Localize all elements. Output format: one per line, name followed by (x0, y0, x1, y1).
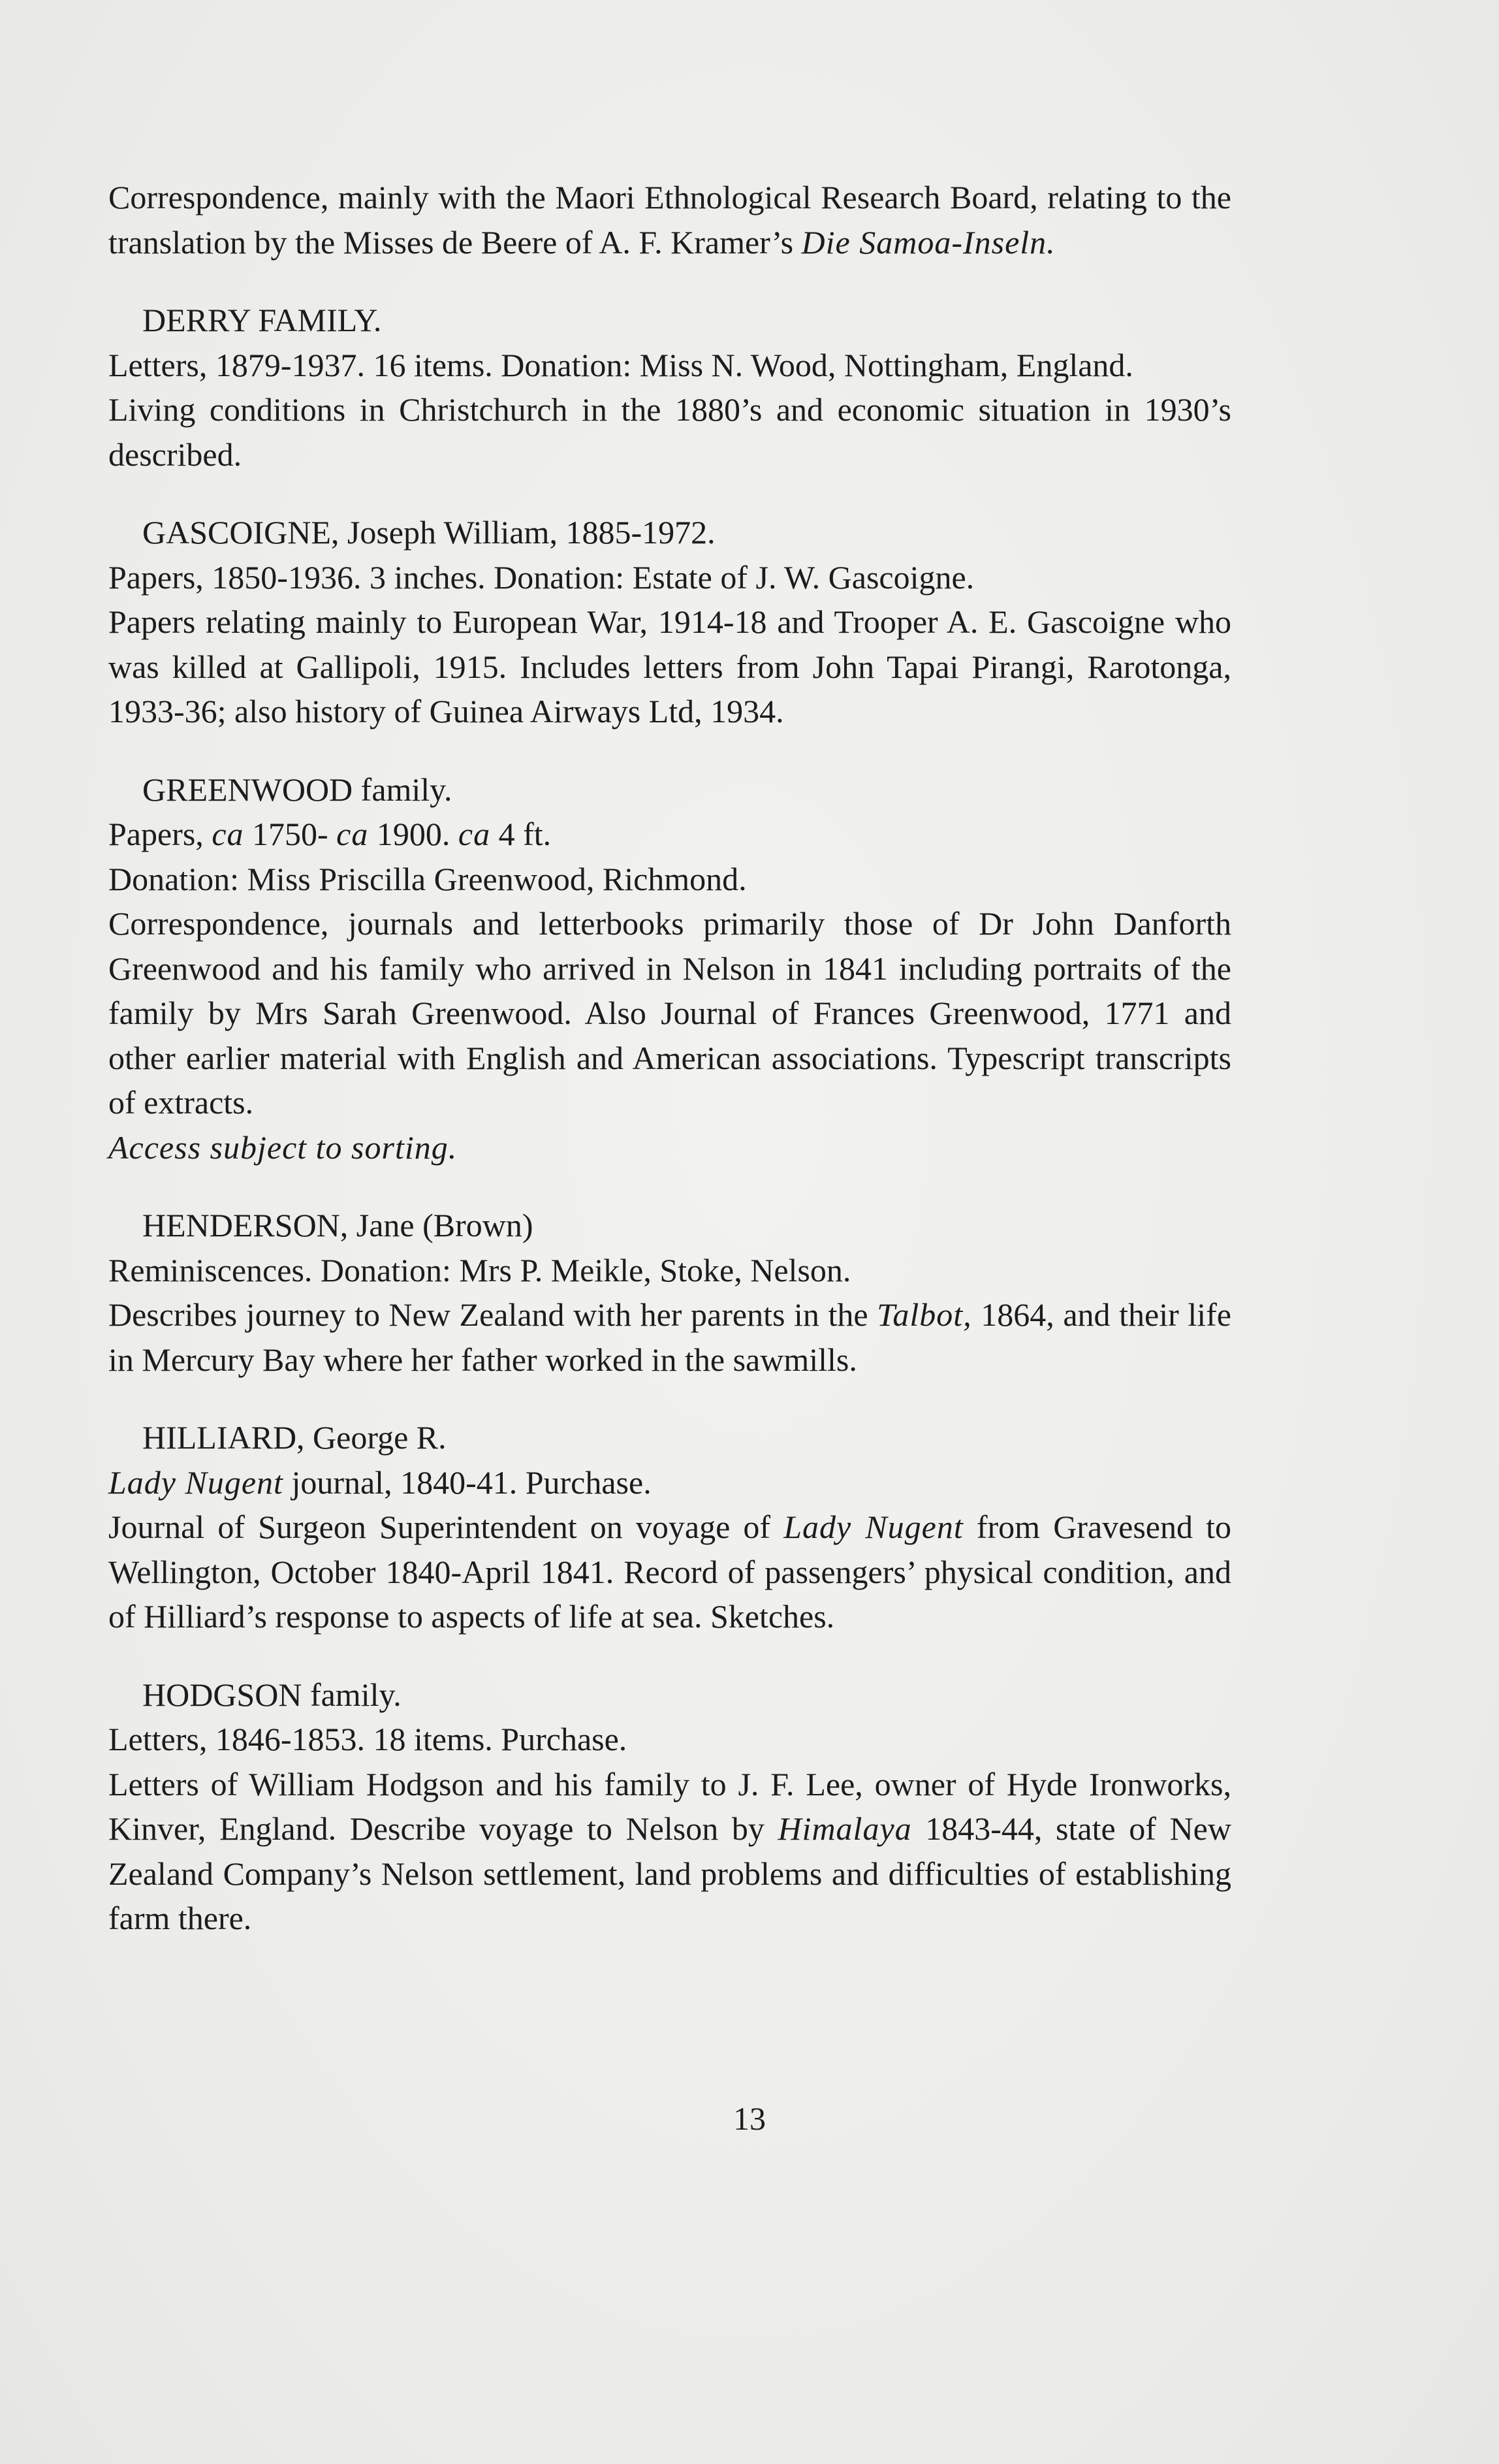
entry-continued (108, 175, 1231, 264)
entry-gascoigne (108, 510, 1231, 734)
page-content (108, 175, 1231, 1941)
entry-description: Letters of William Hodgson and his family to J. F. Lee, owner of Hyde Ironworks, Kinver, England. Describe voyage to Nelson by Himalaya 1843-44, state of New Zealand Company’s Nelson settlement, land problems and difficulties of establishing farm there. (108, 1765, 1231, 1936)
entry-heading: GASCOIGNE, Joseph William, 1885-1972. (142, 514, 716, 551)
ship-name: Himalaya (778, 1810, 912, 1847)
entry-heading: HILLIARD, George R. (142, 1419, 447, 1456)
entry-heading: HENDERSON, Jane (Brown) (142, 1207, 533, 1243)
entry-description: Living conditions in Christchurch in the 1880’s and economic situation in 1930’s described. (108, 391, 1231, 473)
ship-name: Lady Nugent (108, 1464, 283, 1501)
entry-hilliard (108, 1415, 1231, 1639)
entry-description: Journal of Surgeon Superintendent on voyage of Lady Nugent from Gravesend to Wellington, October 1840-April 1841. Record of passengers’ physical condition, and of Hilliard’s response to aspects of life at sea. Sketches. (108, 1509, 1231, 1635)
entry-items: Letters, 1846-1853. 18 items. Purchase. (108, 1721, 627, 1757)
entry-derry (108, 298, 1231, 477)
ship-name: Talbot, (877, 1296, 972, 1333)
entry-items: Reminiscences. Donation: Mrs P. Meikle, Stoke, Nelson. (108, 1251, 851, 1288)
entry-description: Describes journey to New Zealand with her parents in the Talbot, 1864, and their life in Mercury Bay where her father worked in the sawmills. (108, 1296, 1231, 1378)
ship-name: Lady Nugent (783, 1509, 964, 1545)
access-note: Access subject to sorting. (108, 1128, 458, 1166)
entry-heading: HODGSON family. (142, 1676, 402, 1713)
entry-items: Papers, ca 1750- ca 1900. ca 4 ft. (108, 816, 552, 852)
entry-items: Papers, 1850-1936. 3 inches. Donation: Estate of J. W. Gascoigne. (108, 558, 975, 596)
entry-description: Papers relating mainly to European War, 1914-18 and Trooper A. E. Gascoigne who was killed at Gallipoli, 1915. Includes letters from John Tapai Pirangi, Rarotonga, 1933-36; also history of Guinea Airways Ltd, 1934. (108, 603, 1231, 729)
entry-items: Lady Nugent journal, 1840-41. Purchase. (108, 1464, 652, 1501)
book-title: Die Samoa-Inseln. (801, 223, 1056, 261)
entry-greenwood (108, 767, 1231, 1170)
page-number: 13 (733, 2100, 766, 2137)
entry-description: Correspondence, journals and letterbooks primarily those of Dr John Danforth Greenwood and his family who arrived in Nelson in 1841 including portraits of the family by Mrs Sarah Greenwood. Also Journal of Frances Greenwood, 1771 and other earlier material with English and American associations. Typescript transcripts of extracts. (108, 905, 1231, 1121)
entry-description: Correspondence, mainly with the Maori Ethnological Research Board, relating to the translation by the Misses de Beere of A. F. Kramer’s Die Samoa-Inseln. (108, 179, 1231, 261)
entry-hodgson (108, 1672, 1231, 1941)
entry-heading: DERRY FAMILY. (142, 302, 382, 338)
entry-items: Letters, 1879-1937. 16 items. Donation: Miss N. Wood, Nottingham, England. (108, 346, 1133, 383)
entry-henderson (108, 1203, 1231, 1382)
entry-donation: Donation: Miss Priscilla Greenwood, Richmond. (108, 860, 747, 897)
entry-heading: GREENWOOD family. (142, 771, 452, 808)
